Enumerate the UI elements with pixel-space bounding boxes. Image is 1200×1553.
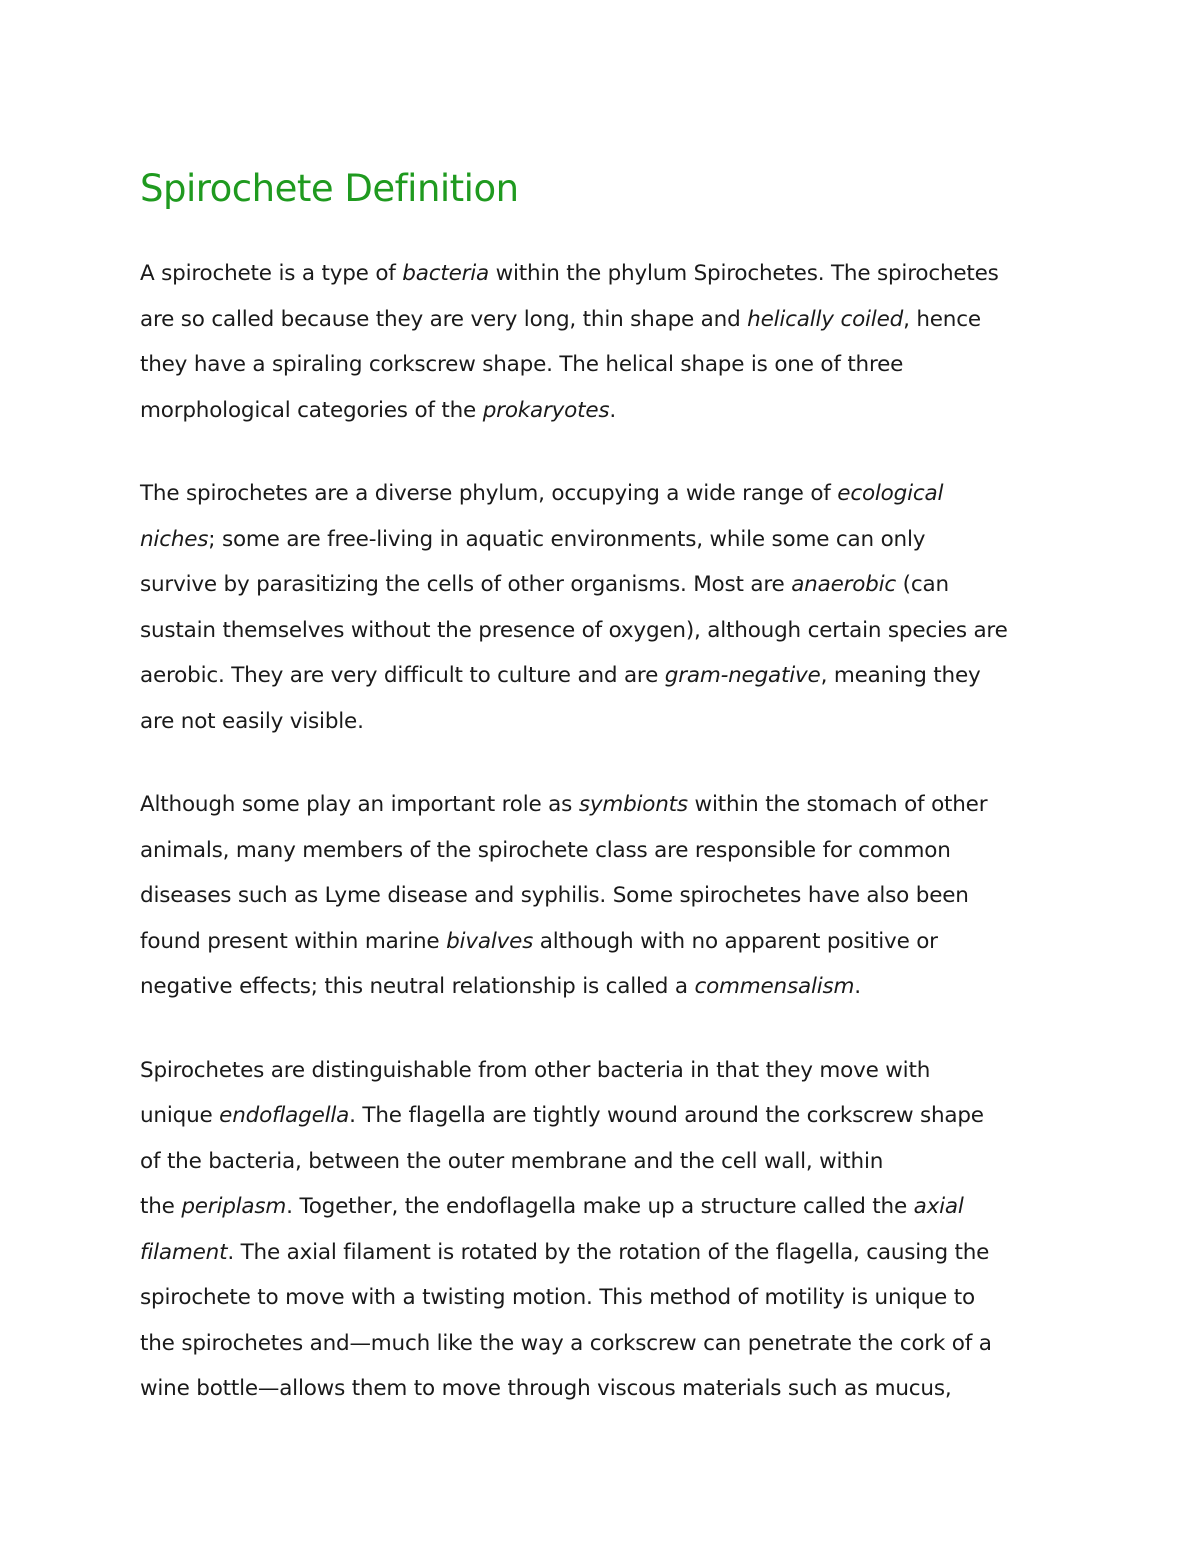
italic-term: periplasm bbox=[181, 1194, 287, 1219]
text-line bbox=[140, 782, 1075, 828]
text-run: Although some play an important role as bbox=[140, 792, 579, 817]
text-run: of the bacteria, between the outer membrane and the cell wall, within bbox=[140, 1148, 884, 1174]
italic-term: bacteria bbox=[402, 261, 489, 286]
italic-term: prokaryotes bbox=[482, 397, 610, 423]
italic-term: commensalism bbox=[694, 974, 855, 999]
text-run: . Together, the endoflagella make up a structure called the bbox=[286, 1194, 914, 1219]
text-line bbox=[140, 919, 1075, 965]
text-line bbox=[140, 873, 1075, 919]
text-run: within the phylum Spirochetes. The spirochetes bbox=[489, 261, 999, 286]
text-run: are so called because they are very long, thin shape and bbox=[140, 306, 748, 332]
text-run: morphological categories of the bbox=[140, 397, 483, 423]
text-line bbox=[140, 699, 1075, 745]
text-run: the bbox=[140, 1194, 182, 1219]
text-run: The spirochetes are a diverse phylum, occupying a wide range of bbox=[140, 481, 838, 506]
text-line bbox=[140, 1230, 1075, 1276]
text-run: the spirochetes and—much like the way a corkscrew can penetrate the cork of a bbox=[140, 1330, 992, 1356]
text-run: aerobic. They are very difficult to culture and are bbox=[140, 663, 665, 688]
page-title: Spirochete Definition bbox=[140, 167, 519, 210]
body-paragraph bbox=[140, 782, 1075, 1010]
text-line bbox=[140, 562, 1075, 608]
text-run: (can bbox=[896, 572, 949, 597]
text-line bbox=[140, 1321, 1075, 1367]
text-run: . The flagella are tightly wound around the corkscrew shape bbox=[349, 1103, 984, 1128]
document-body bbox=[140, 251, 1075, 1412]
text-run: wine bottle—allows them to move through viscous materials such as mucus, bbox=[140, 1376, 952, 1401]
text-line bbox=[140, 342, 1075, 388]
text-run: within the stomach of other bbox=[687, 792, 988, 817]
italic-term: ecological bbox=[837, 481, 944, 506]
italic-term: niches bbox=[140, 526, 209, 552]
text-line bbox=[140, 1275, 1075, 1321]
italic-term: axial bbox=[913, 1194, 964, 1219]
italic-term: endoflagella bbox=[219, 1103, 350, 1128]
text-run: unique bbox=[140, 1103, 220, 1128]
italic-term: symbionts bbox=[578, 792, 688, 817]
text-run: ; some are free-living in aquatic environments, while some can only bbox=[208, 526, 926, 552]
text-line bbox=[140, 608, 1075, 654]
text-line bbox=[140, 1184, 1075, 1230]
text-run: A spirochete is a type of bbox=[140, 261, 403, 286]
text-run: spirochete to move with a twisting motion. This method of motility is unique to bbox=[140, 1285, 975, 1310]
body-paragraph bbox=[140, 251, 1075, 433]
text-run: animals, many members of the spirochete class are responsible for common bbox=[140, 837, 951, 863]
text-line bbox=[140, 1093, 1075, 1139]
italic-term: gram-negative bbox=[664, 663, 821, 688]
text-run: . bbox=[609, 397, 617, 423]
text-line bbox=[140, 471, 1075, 517]
text-run: diseases such as Lyme disease and syphilis. Some spirochetes have also been bbox=[140, 883, 969, 908]
body-paragraph bbox=[140, 1048, 1075, 1412]
text-run: are not easily visible. bbox=[140, 708, 364, 734]
text-run: sustain themselves without the presence of oxygen), although certain species are bbox=[140, 617, 1008, 643]
text-run: , meaning they bbox=[820, 663, 981, 688]
text-run: negative effects; this neutral relationship is called a bbox=[140, 974, 695, 999]
text-run: although with no apparent positive or bbox=[533, 928, 938, 954]
text-line bbox=[140, 251, 1075, 297]
italic-term: filament bbox=[140, 1239, 228, 1265]
text-line bbox=[140, 517, 1075, 563]
text-run: they have a spiraling corkscrew shape. The helical shape is one of three bbox=[140, 352, 904, 377]
text-line bbox=[140, 1048, 1075, 1094]
text-line bbox=[140, 297, 1075, 343]
document-page bbox=[140, 165, 1075, 1412]
text-run: . The axial filament is rotated by the rotation of the flagella, causing the bbox=[227, 1239, 990, 1265]
text-line bbox=[140, 828, 1075, 874]
text-run: survive by parasitizing the cells of other organisms. Most are bbox=[140, 572, 792, 597]
text-run: Spirochetes are distinguishable from other bacteria in that they move with bbox=[140, 1057, 931, 1083]
text-line bbox=[140, 964, 1075, 1010]
body-paragraph bbox=[140, 471, 1075, 744]
text-run: found present within marine bbox=[140, 928, 447, 954]
text-line bbox=[140, 653, 1075, 699]
text-line bbox=[140, 1139, 1075, 1185]
text-run: . bbox=[854, 974, 861, 999]
text-run: , hence bbox=[903, 306, 981, 332]
text-line bbox=[140, 1366, 1075, 1412]
text-line bbox=[140, 388, 1075, 434]
italic-term: anaerobic bbox=[791, 572, 897, 597]
italic-term: bivalves bbox=[446, 928, 534, 954]
italic-term: helically coiled bbox=[747, 306, 904, 332]
